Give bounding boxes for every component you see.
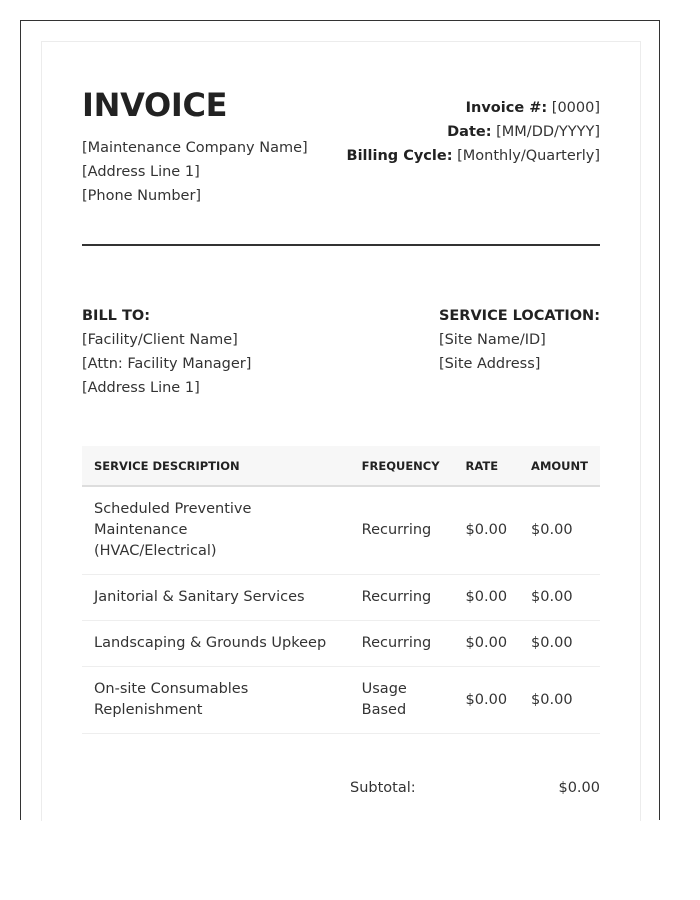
services-table	[82, 446, 600, 734]
invoice-number-line	[347, 96, 600, 120]
row-frequency	[350, 667, 454, 734]
service-location-block	[439, 304, 600, 400]
header-left	[82, 86, 308, 208]
services-table-head	[82, 446, 600, 486]
header-frequency: FREQUENCY	[350, 446, 454, 486]
invoice-title: INVOICE	[82, 86, 228, 124]
company-address: [Address Line 1]	[82, 164, 200, 180]
row-amount: $0.00	[519, 486, 600, 575]
invoice-page	[41, 41, 641, 821]
invoice-number-value: [0000]	[551, 100, 600, 116]
row-frequency: Recurring	[350, 575, 454, 621]
date-label: Date:	[447, 124, 492, 140]
table-row	[82, 667, 600, 734]
row-description: Landscaping & Grounds Upkeep	[82, 621, 350, 667]
services-table-body	[82, 486, 600, 734]
row-amount: $0.00	[519, 575, 600, 621]
bill-to-block	[82, 304, 251, 400]
document-frame	[20, 20, 660, 820]
row-description-line-1: Scheduled Preventive Maintenance	[94, 501, 252, 538]
invoice-content	[82, 86, 600, 796]
parties-section	[82, 304, 600, 400]
invoice-number-label: Invoice #:	[465, 100, 548, 116]
invoice-header	[82, 86, 600, 208]
header-amount: AMOUNT	[519, 446, 600, 486]
bill-to-attention: [Attn: Facility Manager]	[82, 356, 252, 372]
row-rate: $0.00	[454, 575, 520, 621]
header-divider	[82, 244, 600, 246]
billing-cycle-value: [Monthly/Quarterly]	[457, 148, 600, 164]
row-frequency: Recurring	[350, 621, 454, 667]
row-frequency-line-1: Usage	[361, 681, 407, 697]
service-location-heading: SERVICE LOCATION:	[438, 308, 600, 324]
company-block	[82, 136, 308, 208]
company-name: [Maintenance Company Name]	[82, 140, 308, 156]
row-description-line-2: (HVAC/Electrical)	[94, 543, 217, 559]
table-row	[82, 575, 600, 621]
row-frequency-line-2: Based	[361, 702, 407, 718]
row-amount: $0.00	[519, 621, 600, 667]
date-line	[347, 120, 600, 144]
service-location-site-name: [Site Name/ID]	[438, 332, 546, 348]
billing-cycle-line	[347, 144, 600, 168]
bill-to-heading: BILL TO:	[82, 308, 150, 324]
row-frequency: Recurring	[350, 486, 454, 575]
row-description	[82, 486, 350, 575]
billing-cycle-label: Billing Cycle:	[346, 148, 453, 164]
table-row	[82, 621, 600, 667]
row-description-line-1: On-site Consumables	[94, 681, 249, 697]
invoice-meta	[347, 96, 600, 168]
header-rate: RATE	[454, 446, 520, 486]
table-row	[82, 486, 600, 575]
subtotal-value: $0.00	[558, 780, 600, 796]
row-description: Janitorial & Sanitary Services	[82, 575, 350, 621]
totals-section	[82, 780, 600, 796]
bill-to-address: [Address Line 1]	[82, 380, 200, 396]
row-amount: $0.00	[519, 667, 600, 734]
company-phone: [Phone Number]	[82, 188, 202, 204]
row-description	[82, 667, 350, 734]
row-description-line-2: Replenishment	[94, 702, 203, 718]
row-rate: $0.00	[454, 486, 520, 575]
service-location-site-address: [Site Address]	[438, 356, 541, 372]
table-header-row	[82, 446, 600, 486]
bill-to-client-name: [Facility/Client Name]	[82, 332, 238, 348]
header-service-description: SERVICE DESCRIPTION	[82, 446, 350, 486]
row-rate: $0.00	[454, 667, 520, 734]
subtotal-label: Subtotal:	[350, 780, 416, 796]
date-value: [MM/DD/YYYY]	[496, 124, 600, 140]
row-rate: $0.00	[454, 621, 520, 667]
